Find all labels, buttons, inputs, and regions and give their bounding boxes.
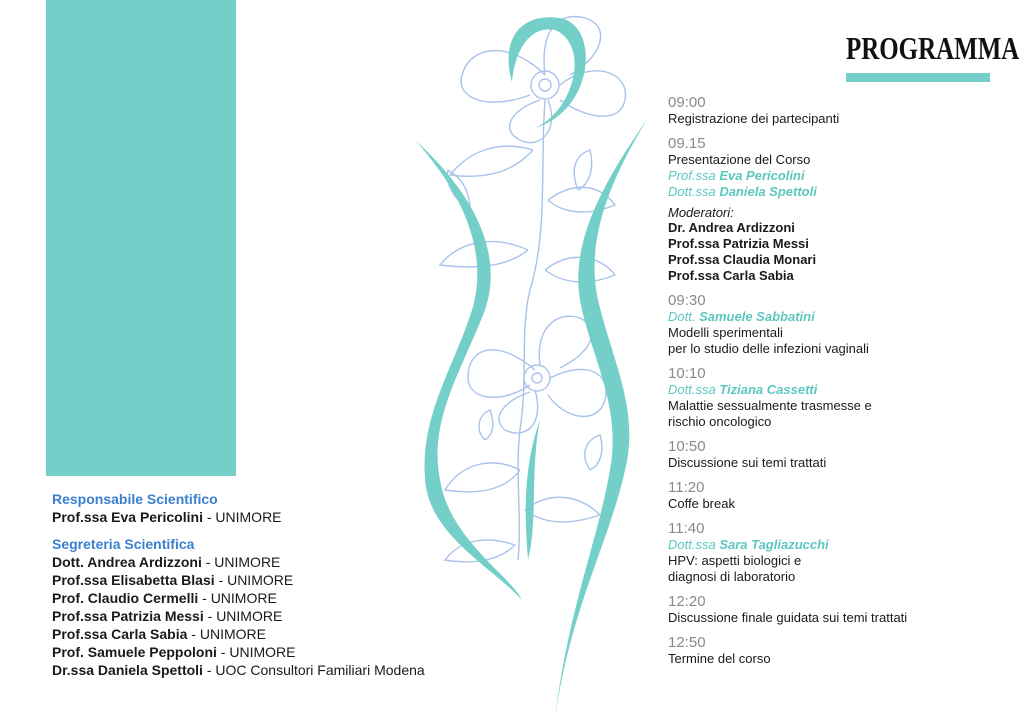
session-title-cont: per lo studio delle infezioni vaginali bbox=[668, 341, 869, 356]
session-title: Coffe break bbox=[668, 496, 735, 511]
session-title: Termine del corso bbox=[668, 651, 771, 666]
speaker-prefix: Dott.ssa bbox=[668, 537, 716, 552]
schedule-item-0915 bbox=[668, 135, 1018, 284]
session-title: Registrazione dei partecipanti bbox=[668, 111, 840, 126]
time-label: 09:00 bbox=[668, 94, 706, 111]
moderators-label: Moderatori: bbox=[668, 205, 734, 220]
credit-org: - UNIMORE bbox=[187, 626, 266, 642]
time-label: 11:20 bbox=[668, 479, 705, 496]
credit-name: Prof.ssa Carla Sabia bbox=[52, 626, 188, 642]
speaker-prefix: Dott.ssa bbox=[668, 184, 716, 199]
speaker-line bbox=[668, 537, 1018, 553]
time-label: 09.15 bbox=[668, 135, 706, 152]
credit-line bbox=[52, 553, 512, 571]
session-title-cont: diagnosi di laboratorio bbox=[668, 569, 796, 584]
schedule-item-1220 bbox=[668, 593, 1018, 626]
credit-name: Prof.ssa Elisabetta Blasi bbox=[52, 572, 215, 588]
speaker-name: Tiziana Cassetti bbox=[719, 382, 818, 397]
credit-name: Prof.ssa Eva Pericolini bbox=[52, 509, 203, 525]
moderator-name: Prof.ssa Carla Sabia bbox=[668, 268, 794, 283]
session-title-cont: rischio oncologico bbox=[668, 414, 772, 429]
session-title: Malattie sessualmente trasmesse e bbox=[668, 398, 872, 413]
speaker-prefix: Dott. bbox=[668, 309, 696, 324]
credit-org: - UNIMORE bbox=[214, 572, 294, 588]
credit-line bbox=[52, 571, 512, 589]
program-title: PROGRAMMA bbox=[846, 30, 1020, 66]
credit-org: - UOC Consultori Familiari Modena bbox=[202, 662, 425, 678]
speaker-prefix: Prof.ssa bbox=[668, 168, 716, 183]
speaker-name: Sara Tagliazucchi bbox=[719, 537, 829, 552]
session-title: Discussione finale guidata sui temi trattati bbox=[668, 610, 908, 625]
credit-org: - UNIMORE bbox=[198, 590, 277, 606]
credit-line bbox=[52, 661, 512, 679]
moderator-name: Prof.ssa Patrizia Messi bbox=[668, 236, 809, 251]
credit-name: Prof.ssa Patrizia Messi bbox=[52, 608, 204, 624]
responsabile-heading: Responsabile Scientifico bbox=[52, 491, 218, 507]
schedule-list bbox=[668, 94, 1018, 675]
title-underline bbox=[846, 73, 990, 82]
time-label: 11:40 bbox=[668, 520, 705, 537]
credit-name: Prof. Samuele Peppoloni bbox=[52, 644, 217, 660]
speaker-name: Eva Pericolini bbox=[719, 168, 805, 183]
time-label: 10:10 bbox=[668, 365, 706, 382]
credit-org: - UNIMORE bbox=[202, 509, 282, 525]
session-title: Modelli sperimentali bbox=[668, 325, 783, 340]
speaker-line bbox=[668, 184, 1018, 200]
schedule-item-1140 bbox=[668, 520, 1018, 585]
credit-line bbox=[52, 625, 512, 643]
speaker-line bbox=[668, 382, 1018, 398]
speaker-name: Daniela Spettoli bbox=[719, 184, 817, 199]
time-label: 09:30 bbox=[668, 292, 706, 309]
credit-org: - UNIMORE bbox=[203, 608, 283, 624]
session-title: Discussione sui temi trattati bbox=[668, 455, 827, 470]
speaker-line bbox=[668, 168, 1018, 184]
credit-name: Prof. Claudio Cermelli bbox=[52, 590, 199, 606]
credit-org: - UNIMORE bbox=[216, 644, 296, 660]
schedule-item-0900 bbox=[668, 94, 1018, 127]
schedule-item-0930 bbox=[668, 292, 1018, 357]
schedule-item-1250 bbox=[668, 634, 1018, 667]
credit-name: Dott. Andrea Ardizzoni bbox=[52, 554, 202, 570]
speaker-name: Samuele Sabbatini bbox=[699, 309, 815, 324]
credit-line bbox=[52, 607, 512, 625]
schedule-item-1120 bbox=[668, 479, 1018, 512]
session-title: Presentazione del Corso bbox=[668, 152, 811, 167]
time-label: 10:50 bbox=[668, 438, 706, 455]
speaker-prefix: Dott.ssa bbox=[668, 382, 716, 397]
credit-line bbox=[52, 643, 512, 661]
credit-line bbox=[52, 589, 512, 607]
credit-name: Dr.ssa Daniela Spettoli bbox=[52, 662, 203, 678]
schedule-item-1010 bbox=[668, 365, 1018, 430]
speaker-line bbox=[668, 309, 1018, 325]
time-label: 12:50 bbox=[668, 634, 706, 651]
segreteria-heading: Segreteria Scientifica bbox=[52, 536, 195, 552]
time-label: 12:20 bbox=[668, 593, 706, 610]
schedule-item-1050 bbox=[668, 438, 1018, 471]
credit-org: - UNIMORE bbox=[201, 554, 281, 570]
credits-section bbox=[52, 490, 512, 679]
session-title: HPV: aspetti biologici e bbox=[668, 553, 802, 568]
moderator-name: Prof.ssa Claudia Monari bbox=[668, 252, 817, 267]
moderator-name: Dr. Andrea Ardizzoni bbox=[668, 220, 795, 235]
credit-line bbox=[52, 508, 512, 526]
